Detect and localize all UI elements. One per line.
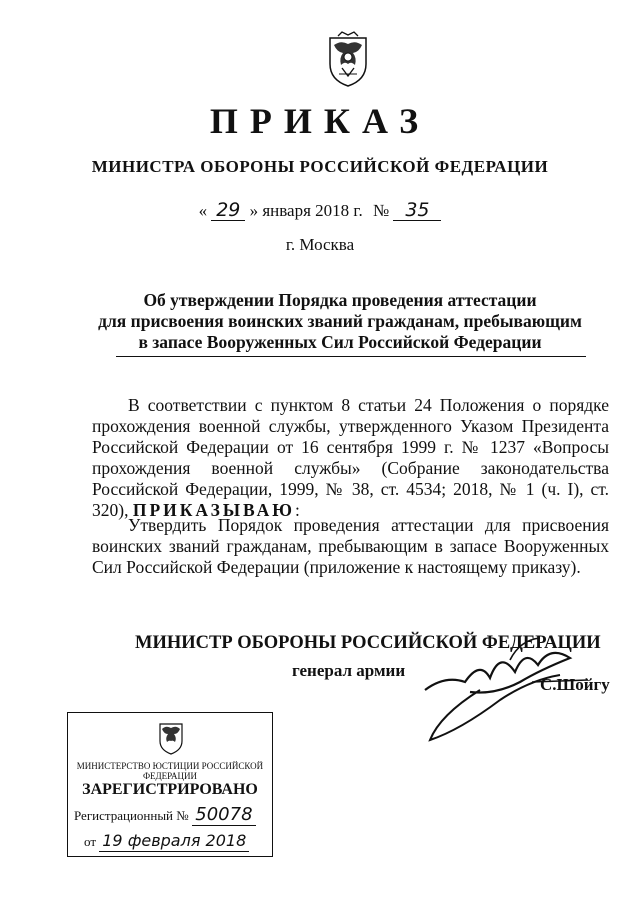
date-open-quote: « [198, 201, 208, 220]
signatory-rank: генерал армии [292, 661, 406, 680]
coat-of-arms-emblem [325, 30, 371, 88]
signatory-name: С.Шойгу [540, 675, 610, 694]
stamp-reg-number: 50078 [192, 805, 256, 826]
subject-line-2: для присвоения воинских званий гражданам, пребывающим [98, 311, 582, 331]
stamp-status: ЗАРЕГИСТРИРОВАНО [82, 781, 258, 798]
date-close-quote: » [249, 201, 259, 220]
order-subject [60, 290, 620, 353]
subject-line-3: в запасе Вооруженных Сил Российской Федерации [138, 332, 542, 352]
city: г. Москва [285, 235, 355, 254]
stamp-date [84, 831, 249, 852]
stamp-emblem-icon [156, 719, 186, 755]
stamp-date-value: 19 февраля 2018 [99, 831, 249, 852]
registration-stamp [67, 712, 273, 857]
stamp-agency: МИНИСТЕРСТВО ЮСТИЦИИ РОССИЙСКОЙ ФЕДЕРАЦИИ [76, 761, 264, 781]
stamp-reg-label: Регистрационный № [74, 808, 189, 823]
issuing-authority: МИНИСТРА ОБОРОНЫ РОССИЙСКОЙ ФЕДЕРАЦИИ [91, 157, 549, 176]
paragraph-resolution: Утвердить Порядок проведения аттестации для присвоения воинских званий гражданам, пребывающим в запасе Вооруженных Сил Российской Федерации (приложение к настоящему приказу). [92, 515, 609, 577]
stamp-date-label: от [84, 834, 97, 849]
order-number-label: № [372, 201, 390, 220]
subject-divider [116, 356, 586, 357]
date-day: 29 [211, 200, 245, 221]
order-keyword: ПРИКАЗЫВАЮ [132, 500, 295, 520]
order-keyword-colon: : [294, 500, 300, 520]
order-number: 35 [393, 200, 441, 221]
signatory-position: МИНИСТР ОБОРОНЫ РОССИЙСКОЙ ФЕДЕРАЦИИ [135, 633, 601, 653]
subject-line-1: Об утверждении Порядка проведения аттестации [143, 290, 537, 310]
order-date-line [0, 200, 640, 221]
preamble-text: В соответствии с пунктом 8 статьи 24 Положения о порядке прохождения военной службы, утвержденного Указом Президента Российской Федерации от 16 сентября 1999 г. № 1237 «Вопросы прохождения военной службы» (Собрание законодательства Российской Федерации, 1999, № 38, ст. 4534; 2018, № 1 (ч. I), ст. 320), [92, 395, 609, 520]
date-month-year: января 2018 г. [262, 201, 363, 220]
stamp-registration [74, 805, 256, 826]
document-title: ПРИКАЗ [209, 101, 431, 141]
paragraph-preamble [92, 395, 609, 521]
